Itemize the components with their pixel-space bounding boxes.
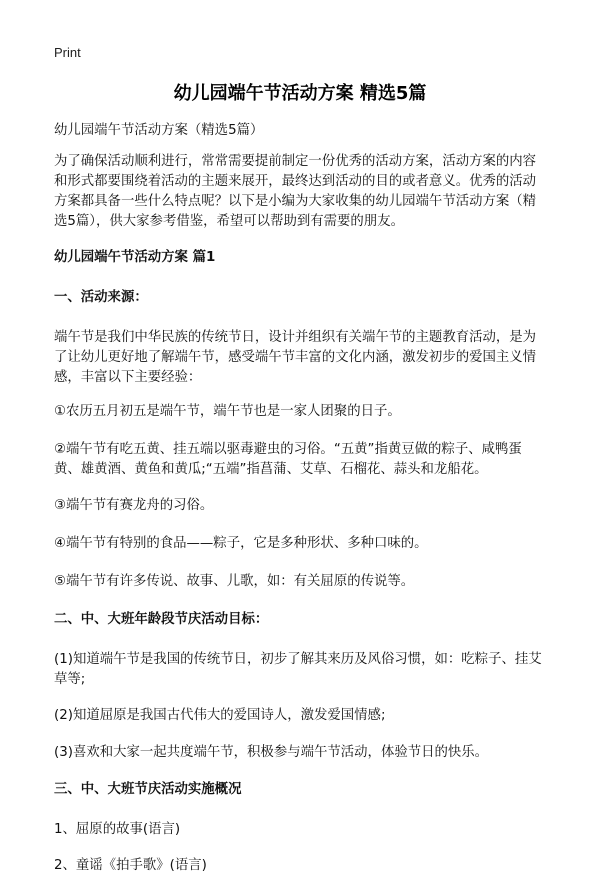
section3-list [54, 820, 548, 876]
list-item: ②端午节有吃五黄、挂五端以驱毒避虫的习俗。“五黄”指黄豆做的粽子、咸鸭蛋黄、雄黄酒、黄鱼和黄瓜;“五端”指菖蒲、艾草、石榴花、蒜头和龙船花。 [54, 442, 522, 477]
print-link[interactable]: Print [54, 45, 81, 60]
list-item: ③端午节有赛龙舟的习俗。 [54, 498, 214, 513]
document-subtitle: 幼儿园端午节活动方案（精选5篇） [54, 123, 264, 138]
section1-list [54, 402, 548, 592]
list-item: 1、屈原的故事(语言) [54, 822, 181, 837]
section2-heading: 二、中、大班年龄段节庆活动目标： [54, 612, 269, 627]
article-heading: 幼儿园端午节活动方案 篇1 [54, 250, 216, 265]
section2-list [54, 650, 548, 763]
list-item: 2、童谣《拍手歌》(语言) [54, 858, 207, 873]
list-item: (2)知道屈原是我国古代伟大的爱国诗人，激发爱国情感; [54, 708, 386, 723]
section3-heading: 三、中、大班节庆活动实施概况 [54, 782, 242, 797]
intro-paragraph: 为了确保活动顺利进行，常常需要提前制定一份优秀的活动方案，活动方案的内容和形式都要围绕着活动的主题来展开，最终达到活动的目的或者意义。优秀的活动方案都具备一些什么特点呢？以下是小编为大家收集的幼儿园端午节活动方案（精选5篇），供大家参考借鉴，希望可以帮助到有需要的朋友。 [54, 154, 537, 229]
section1-paragraph: 端午节是我们中华民族的传统节日，设计并组织有关端午节的主题教育活动，是为了让幼儿更好地了解端午节，感受端午节丰富的文化内涵，激发初步的爱国主义情感，丰富以下主要经验： [54, 330, 537, 385]
page-title: 幼儿园端午节活动方案 精选5篇 [173, 83, 427, 104]
list-item: (1)知道端午节是我国的传统节日，初步了解其来历及风俗习惯，如：吃粽子、挂艾草等; [54, 652, 542, 687]
document-body [54, 121, 548, 892]
list-item: ⑤端午节有许多传说、故事、儿歌，如：有关屈原的传说等。 [54, 574, 415, 589]
list-item: ④端午节有特别的食品——粽子，它是多种形状、多种口味的。 [54, 536, 428, 551]
section1-heading: 一、活动来源： [54, 290, 148, 305]
list-item: ①农历五月初五是端午节，端午节也是一家人团聚的日子。 [54, 404, 401, 419]
list-item: (3)喜欢和大家一起共度端午节，积极参与端午节活动，体验节日的快乐。 [54, 745, 489, 760]
